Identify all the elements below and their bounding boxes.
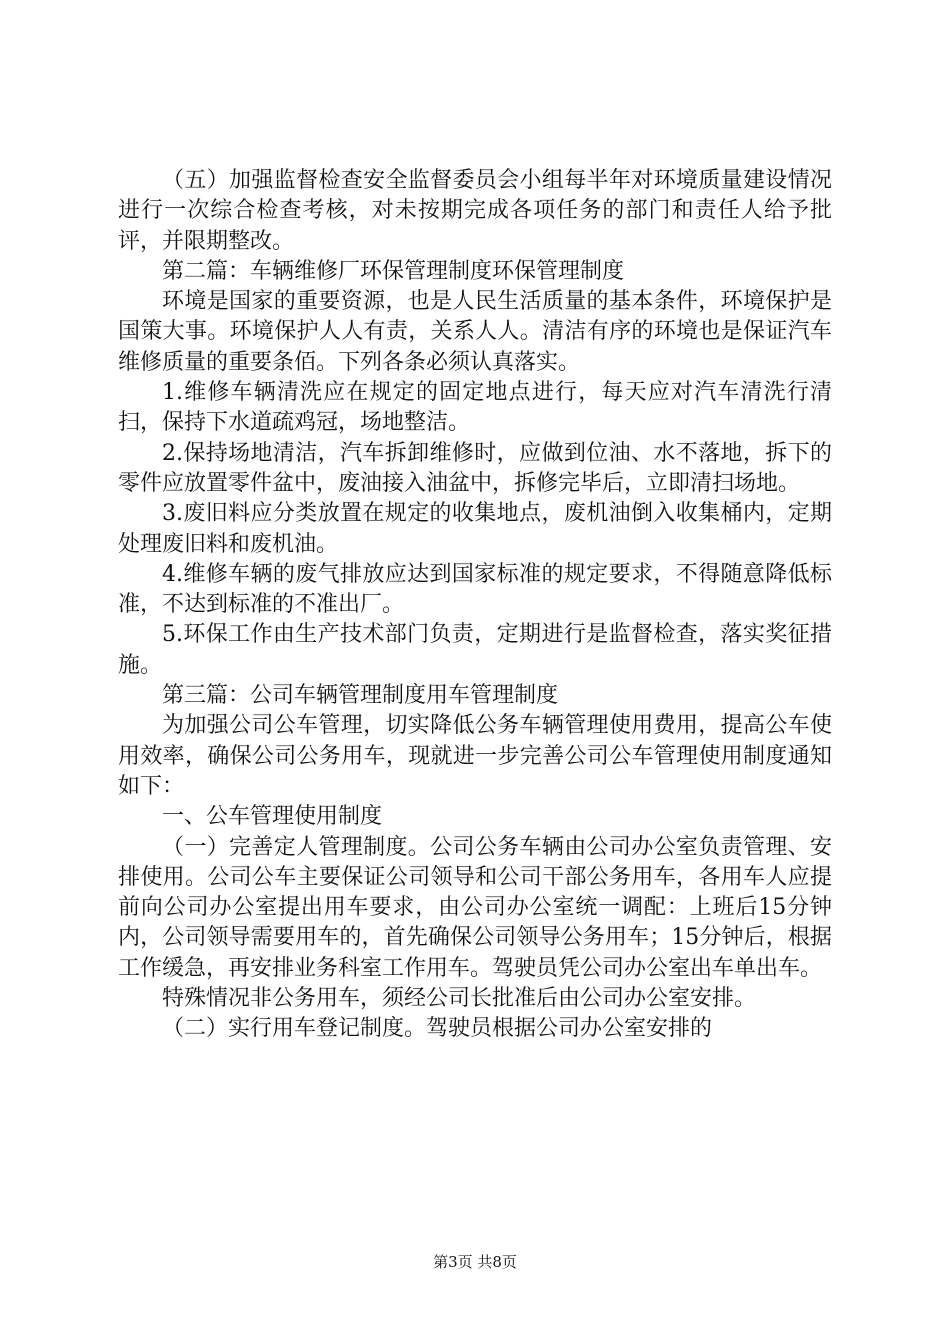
paragraph-section-5: （五）加强监督检查安全监督委员会小组每半年对环境质量建设情况进行一次综合检查考核，对未按期完成各项任务的部门和责任人给予批评，并限期整改。 xyxy=(118,168,832,254)
paragraph-special-cases: 特殊情况非公务用车，须经公司长批准后由公司办公室安排。 xyxy=(162,986,757,1012)
paragraph-subsection-2: （二）实行用车登记制度。驾驶员根据公司办公室安排的 xyxy=(162,1016,713,1042)
paragraph-vehicle-intro: 为加强公司公车管理，切实降低公务车辆管理使用费用，提高公车使用效率，确保公司公务用车，现就进一步完善公司公车管理使用制度通知如下： xyxy=(118,713,832,799)
heading-part-3: 第三篇：公司车辆管理制度用车管理制度 xyxy=(162,683,559,709)
paragraph-environment-intro: 环境是国家的重要资源，也是人民生活质量的基本条件，环境保护是国策大事。环境保护人人有责，关系人人。清洁有序的环境也是保证汽车维修质量的重要条佰。下列各条必须认真落实。 xyxy=(118,289,832,375)
heading-section-1: 一、公车管理使用制度 xyxy=(162,804,383,830)
document-body xyxy=(118,166,832,1045)
page-footer: 第3页 共8页 xyxy=(433,1253,517,1271)
list-item-1: 1.维修车辆清洗应在规定的固定地点进行，每天应对汽车清洗行清扫，保持下水道疏鸡冠，场地整洁。 xyxy=(118,380,832,436)
list-item-2: 2.保持场地清洁，汽车拆卸维修时，应做到位油、水不落地，拆下的零件应放置零件盆中，废油接入油盆中，拆修完毕后，立即清扫场地。 xyxy=(118,440,832,496)
list-item-4: 4.维修车辆的废气排放应达到国家标准的规定要求，不得随意降低标准，不达到标准的不准出厂。 xyxy=(118,561,832,618)
heading-part-2: 第二篇：车辆维修厂环保管理制度环保管理制度 xyxy=(162,258,625,284)
list-item-5: 5.环保工作由生产技术部门负责，定期进行是监督检查，落实奖征措施。 xyxy=(118,622,832,678)
paragraph-subsection-1: （一）完善定人管理制度。公司公务车辆由公司办公室负责管理、安排使用。公司公车主要保证公司领导和公司干部公务用车，各用车人应提前向公司办公室提出用车要求，由公司办公室统一调配：上班后15分钟内，公司领导需要用车的，首先确保公司领导公务用车；15分钟后，根据工作缓急，再安排业务科室工作用车。驾驶员凭公司办公室出车单出车。 xyxy=(118,834,832,981)
list-item-3: 3.废旧料应分类放置在规定的收集地点，废机油倒入收集桶内，定期处理废旧料和废机油。 xyxy=(118,501,832,557)
